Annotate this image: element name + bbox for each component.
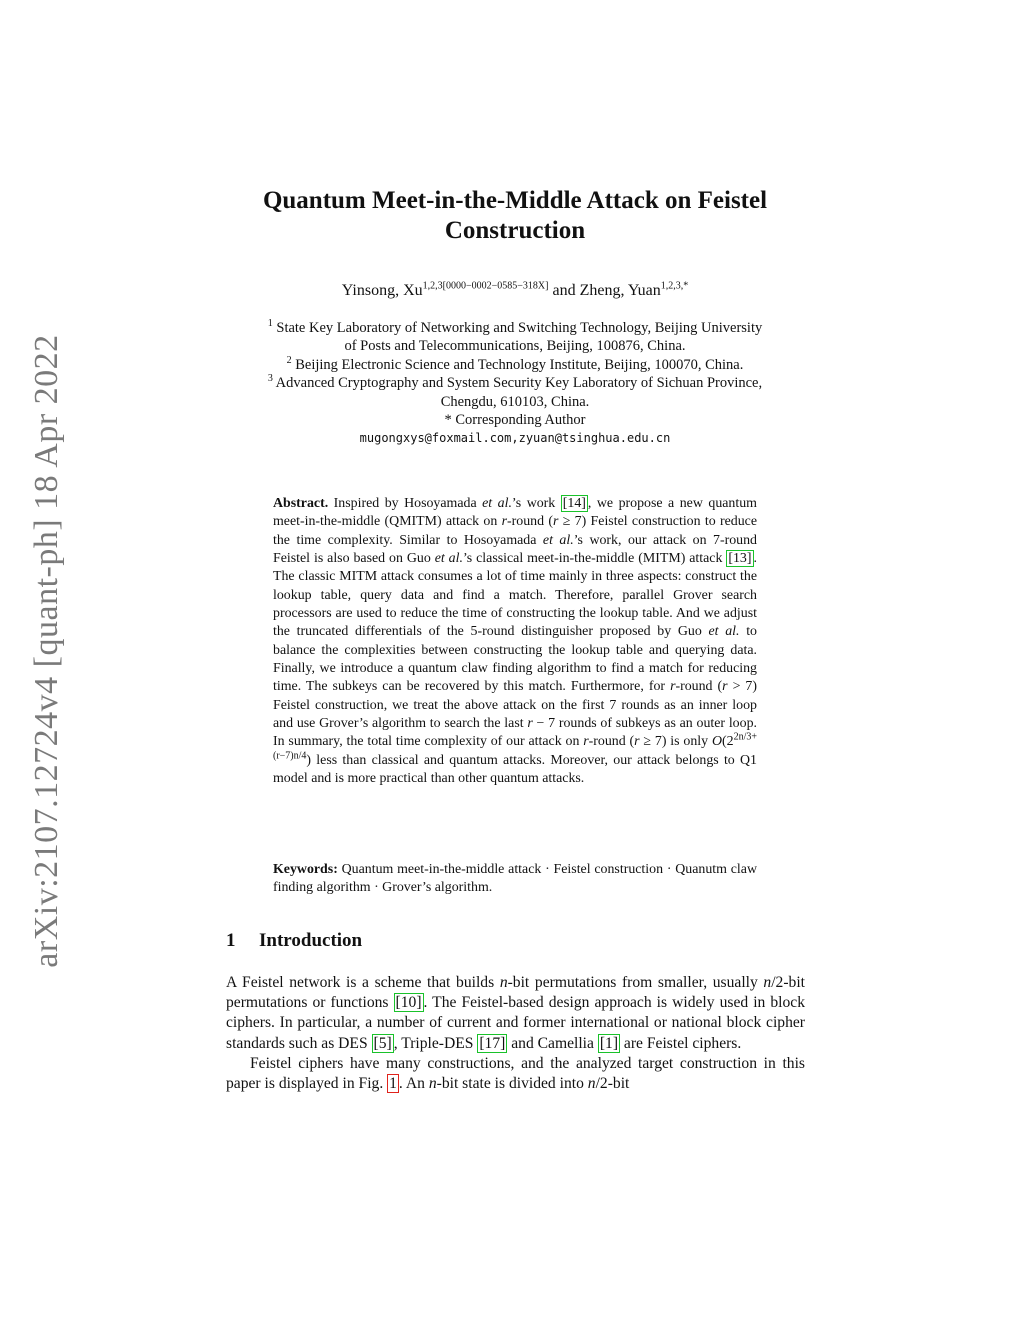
author-1: Yinsong, Xu <box>341 282 423 299</box>
keywords-text: Quantum meet-in-the-middle attack · Feistel construction · Quanutm claw finding algorithm · Grover’s algorithm. <box>273 862 757 896</box>
math-r: r <box>634 734 640 750</box>
arxiv-stamp <box>28 334 65 968</box>
affiliation-1-line-2: of Posts and Telecommunications, Beijing, 100876, China. <box>344 338 686 355</box>
abstract-text: − 7 rounds of subkeys as an outer loop. In summary, the total time complexity of our attack on <box>273 716 757 750</box>
abstract-text: ≥ 7) is only <box>639 734 712 750</box>
citation-link-17[interactable]: [17] <box>479 1034 506 1052</box>
section-title: Introduction <box>259 930 363 951</box>
et-al: et al. <box>482 496 512 511</box>
abstract-text: , we propose a new quantum meet-in-the-middle (QMITM) attack on <box>273 496 757 530</box>
text: /2-bit permutations or functions <box>226 974 806 1012</box>
abstract-text: to balance the complexities between constructing the lookup table and querying data. Finally, we introduce a quantum claw finding algorithm to find a match for reducing time. The subkeys can be recovered by this match. Furthermore, for <box>273 624 758 695</box>
math-n: n <box>499 974 508 991</box>
affiliation-2-mark: 2 <box>286 354 292 366</box>
paper-title <box>215 186 815 246</box>
paragraph-1 <box>226 973 805 1054</box>
citation-link-10[interactable]: [10] <box>395 994 422 1012</box>
abstract-text: ’s work <box>511 496 561 511</box>
text: . An <box>398 1075 429 1093</box>
text: -bit state is divided into <box>436 1075 588 1093</box>
affiliation-3-line-1: Advanced Cryptography and System Security Key Laboratory of Sichuan Province, <box>272 375 763 392</box>
math-r: r <box>527 716 533 732</box>
affiliation-2-line-1: Beijing Electronic Science and Technology Institute, Beijing, 100070, China. <box>291 356 744 373</box>
et-al: et al. <box>434 551 463 567</box>
body-text <box>226 973 805 1094</box>
affiliation-1-line-1: State Key Laboratory of Networking and Switching Technology, Beijing University <box>272 320 763 336</box>
text: Feistel ciphers have many constructions, and the analyzed target construction in this paper is displayed in Fig. <box>226 1054 805 1093</box>
abstract-text: (2 <box>722 734 734 750</box>
abstract-text: ≥ 7) Feistel construction to reduce the time complexity. Similar to Hosoyamada <box>273 514 758 548</box>
corresponding-author: * Corresponding Author <box>444 412 586 429</box>
affiliation-1 <box>215 319 815 337</box>
abstract-text: ’s classical meet-in-the-middle (MITM) attack <box>462 551 727 567</box>
abstract-text: -round ( <box>675 679 723 695</box>
math-r: r <box>501 514 508 530</box>
citation-link-5[interactable]: [5] <box>373 1034 392 1052</box>
section-number: 1 <box>226 930 236 951</box>
abstract-label: Abstract. <box>273 496 329 511</box>
complexity-exponent: 2n/3+(r−7)n/4 <box>273 731 757 762</box>
math-n: n <box>587 1075 596 1093</box>
abstract-text: > 7) Feistel construction, we treat the above attack on the first 7 rounds as an inner loop and use Grover’s algorithm to search the last <box>273 679 757 732</box>
text: /2-bit <box>595 1075 630 1093</box>
big-o: O <box>711 734 722 750</box>
math-n: n <box>763 974 772 991</box>
affiliation-3-mark: 3 <box>267 373 273 385</box>
author-2-affil: 1,2,3,* <box>660 280 689 292</box>
author-emails: mugongxys@foxmail.com,zyuan@tsinghua.edu.cn <box>359 431 671 446</box>
keywords <box>273 861 757 898</box>
text: are Feistel ciphers. <box>620 1034 742 1052</box>
arxiv-identifier: arXiv:2107.12724v4 [quant-ph] 18 Apr 2022 <box>28 334 65 968</box>
et-al: et al. <box>708 624 740 640</box>
figure-link-1[interactable]: 1 <box>389 1075 397 1093</box>
math-r: r <box>553 514 559 530</box>
abstract-text: Inspired by Hosoyamada <box>328 496 483 511</box>
affiliations <box>215 319 815 448</box>
text: -bit permutations from smaller, usually <box>507 974 764 991</box>
title-line-2: Construction <box>444 217 586 244</box>
author-2: Zheng, Yuan <box>579 282 661 299</box>
author-1-affil: 1,2,3[0000−0002−0585−318X] <box>422 280 549 292</box>
affiliation-2 <box>215 356 815 374</box>
author-list <box>215 282 815 300</box>
author-connector: and <box>548 282 580 299</box>
text: , Triple-DES <box>393 1034 478 1052</box>
math-r: r <box>670 679 676 695</box>
abstract-text: . The classic MITM attack consumes a lot of time mainly in three aspects: construct the lookup table, query data and find a match. Therefore, parallel Grover search processors are used to reduce the time of constructing the lookup table. And we adjust the truncated differentials of the 5-round distinguisher proposed by Guo <box>273 551 757 640</box>
abstract-text: ’s work, our attack on 7-round Feistel is also based on Guo <box>273 532 757 567</box>
citation-link-13[interactable]: [13] <box>728 551 752 567</box>
section-heading <box>226 930 362 952</box>
keywords-label: Keywords: <box>273 862 338 877</box>
abstract-text: -round ( <box>507 514 554 530</box>
citation-link-14[interactable]: [14] <box>562 496 586 511</box>
paragraph-2 <box>226 1054 805 1094</box>
abstract-text: -round ( <box>588 734 635 750</box>
affiliation-1-mark: 1 <box>267 318 273 330</box>
math-r: r <box>722 679 728 695</box>
text: A Feistel network is a scheme that builds <box>226 974 500 991</box>
abstract <box>273 495 757 789</box>
affiliation-3 <box>215 374 815 392</box>
math-r: r <box>583 734 589 750</box>
title-line-1: Quantum Meet-in-the-Middle Attack on Feistel <box>262 187 768 214</box>
text: . The Feistel-based design approach is widely used in block ciphers. In particular, a number of current and former international or national block cipher standards such as DES <box>226 994 806 1052</box>
citation-link-1[interactable]: [1] <box>599 1034 619 1052</box>
math-n: n <box>428 1075 437 1093</box>
text: and Camellia <box>507 1034 598 1052</box>
affiliation-3-line-2: Chengdu, 610103, China. <box>440 393 590 410</box>
et-al: et al. <box>542 532 574 548</box>
abstract-text: ) less than classical and quantum attacks. Moreover, our attack belongs to Q1 model and is more practical than other quantum attacks. <box>273 752 757 787</box>
